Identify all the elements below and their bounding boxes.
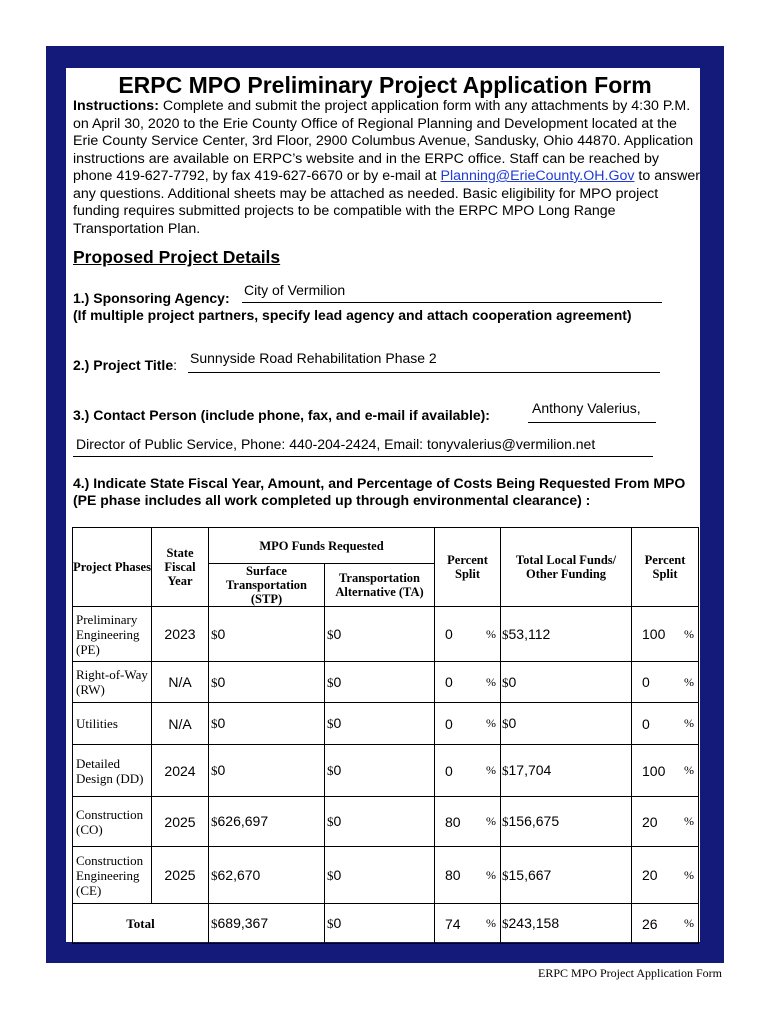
total-local-percent-cell[interactable]: 26 % <box>632 904 699 944</box>
phase-label: Construction (CO) <box>73 797 152 847</box>
ta-amount-cell[interactable]: $0 <box>325 797 435 847</box>
header-total-local-funds: Total Local Funds/ Other Funding <box>501 528 632 607</box>
q2-underline <box>188 372 660 373</box>
ta-amount-cell[interactable]: $0 <box>325 662 435 703</box>
dollar-sign: $ <box>502 763 509 778</box>
form-title: ERPC MPO Preliminary Project Application Form <box>118 72 652 98</box>
q3-label: 3.) Contact Person (include phone, fax, and e-mail if available): <box>73 407 490 423</box>
ta-amount-cell[interactable]: $0 <box>325 607 435 662</box>
mpo-percent-cell[interactable]: 0 % <box>435 745 501 797</box>
dollar-sign: $ <box>211 867 218 883</box>
table-row <box>73 797 699 847</box>
fiscal-year-cell[interactable]: 2024 <box>152 745 209 797</box>
stp-amount-cell[interactable]: $0 <box>209 745 325 797</box>
fiscal-year-cell[interactable]: 2025 <box>152 847 209 904</box>
q1-label: 1.) Sponsoring Agency: <box>73 290 230 306</box>
local-funds-cell[interactable]: $17,704 <box>501 745 632 797</box>
phase-label: Right-of-Way (RW) <box>73 662 152 703</box>
local-percent-cell[interactable]: 100 % <box>632 607 699 662</box>
ta-amount-cell[interactable]: $0 <box>325 703 435 745</box>
percent-sign: % <box>684 674 695 689</box>
dollar-sign: $ <box>327 916 334 931</box>
mpo-percent-cell[interactable]: 0 % <box>435 662 501 703</box>
dollar-sign: $ <box>327 814 334 829</box>
q3-underline-1 <box>528 422 656 423</box>
table-row <box>73 703 699 745</box>
table-row <box>73 745 699 797</box>
dollar-sign: $ <box>502 626 509 642</box>
percent-sign: % <box>684 763 695 777</box>
percent-sign: % <box>684 916 695 930</box>
q3-answer-line2[interactable]: Director of Public Service, Phone: 440-204-2424, Email: tonyvalerius@vermilion.net <box>76 436 596 452</box>
fiscal-year-cell[interactable]: 2025 <box>152 797 209 847</box>
header-mpo-funds: MPO Funds Requested <box>209 528 435 564</box>
dollar-sign: $ <box>502 814 509 829</box>
dollar-sign: $ <box>502 916 509 931</box>
table-row <box>73 607 699 662</box>
dollar-sign: $ <box>211 763 218 778</box>
mpo-percent-cell[interactable]: 0 % <box>435 703 501 745</box>
total-mpo-percent-cell[interactable]: 74 % <box>435 904 501 944</box>
local-funds-cell[interactable]: $53,112 <box>501 607 632 662</box>
percent-sign: % <box>486 916 497 930</box>
total-stp-cell[interactable]: $689,367 <box>209 904 325 944</box>
mpo-percent-cell[interactable]: 0 % <box>435 607 501 662</box>
local-funds-cell[interactable]: $0 <box>501 662 632 703</box>
local-percent-cell[interactable]: 0 % <box>632 662 699 703</box>
q2-answer[interactable]: Sunnyside Road Rehabilitation Phase 2 <box>190 350 437 366</box>
local-percent-cell[interactable]: 0 % <box>632 703 699 745</box>
dollar-sign: $ <box>327 674 334 690</box>
fiscal-year-cell[interactable]: N/A <box>152 662 209 703</box>
q1-underline <box>242 302 662 303</box>
stp-amount-cell[interactable]: $0 <box>209 607 325 662</box>
local-percent-cell[interactable]: 100 % <box>632 745 699 797</box>
funding-table <box>72 527 699 944</box>
header-state-fiscal-year: State Fiscal Year <box>152 528 209 607</box>
dollar-sign: $ <box>211 716 218 731</box>
header-percent-split-local: Percent Split <box>632 528 699 607</box>
header-ta: Transportation Alternative (TA) <box>325 564 435 607</box>
dollar-sign: $ <box>327 626 334 642</box>
percent-sign: % <box>684 626 695 641</box>
percent-sign: % <box>486 763 497 777</box>
ta-amount-cell[interactable]: $0 <box>325 847 435 904</box>
dollar-sign: $ <box>211 674 218 690</box>
total-label: Total <box>73 904 209 944</box>
header-percent-split-mpo: Percent Split <box>435 528 501 607</box>
local-funds-cell[interactable]: $15,667 <box>501 847 632 904</box>
fiscal-year-cell[interactable]: N/A <box>152 703 209 745</box>
dollar-sign: $ <box>327 763 334 778</box>
phase-label: Preliminary Engineering (PE) <box>73 607 152 662</box>
q1-note: (If multiple project partners, specify lead agency and attach cooperation agreement) <box>73 307 632 323</box>
footer-text: ERPC MPO Project Application Form <box>537 966 722 980</box>
mpo-percent-cell[interactable]: 80 % <box>435 797 501 847</box>
percent-sign: % <box>684 867 695 882</box>
total-ta-cell[interactable]: $0 <box>325 904 435 944</box>
percent-sign: % <box>486 867 497 882</box>
q4-label: 4.) Indicate State Fiscal Year, Amount, and Percentage of Costs Being Requested From MPO (PE phase includes all work completed up through environmental clearance) : <box>73 475 686 508</box>
instructions-text-1: Complete and submit the project application form with any attachments by 4:30 P.M. on April 30, 2020 to the Erie County Office of Regional Planning and Development located at the Erie County Service Center, 3rd Floor, 2900 Columbus Avenue, Sandusky, Ohio 44870. Application instructions are available on ERPC’s website and in the ERPC office. Staff can be reached by phone 419-627-7792, by fax 419-627-6670 or by e-mail at <box>73 98 694 184</box>
instructions-label: Instructions: <box>73 98 159 114</box>
dollar-sign: $ <box>327 867 334 883</box>
stp-amount-cell[interactable]: $0 <box>209 662 325 703</box>
header-stp: Surface Transportation (STP) <box>209 564 325 607</box>
local-funds-cell[interactable]: $156,675 <box>501 797 632 847</box>
stp-amount-cell[interactable]: $0 <box>209 703 325 745</box>
table-row <box>73 662 699 703</box>
q3-underline-2 <box>73 456 653 457</box>
phase-label: Construction Engineering (CE) <box>73 847 152 904</box>
ta-amount-cell[interactable]: $0 <box>325 745 435 797</box>
percent-sign: % <box>684 814 695 828</box>
phase-label: Utilities <box>73 703 152 745</box>
section-heading: Proposed Project Details <box>73 247 281 267</box>
percent-sign: % <box>486 716 497 730</box>
table-row <box>73 847 699 904</box>
local-funds-cell[interactable]: $0 <box>501 703 632 745</box>
dollar-sign: $ <box>211 814 218 829</box>
instructions <box>73 98 701 238</box>
q1-answer[interactable]: City of Vermilion <box>244 282 346 298</box>
dollar-sign: $ <box>211 916 218 931</box>
instructions-text-2: to answer any questions. Additional sheets may be attached as needed. Basic eligibility for MPO project funding requires submitted projects to be compatible with the ERPC MPO Long Range Transportation Plan. <box>73 168 700 237</box>
total-row <box>73 904 699 944</box>
percent-sign: % <box>486 626 497 641</box>
dollar-sign: $ <box>327 716 334 731</box>
stp-amount-cell[interactable]: $626,697 <box>209 797 325 847</box>
dollar-sign: $ <box>502 674 509 690</box>
mpo-percent-cell[interactable]: 80 % <box>435 847 501 904</box>
q2-label: 2.) Project Title: <box>73 357 177 373</box>
dollar-sign: $ <box>502 716 509 731</box>
percent-sign: % <box>486 814 497 828</box>
fiscal-year-cell[interactable]: 2023 <box>152 607 209 662</box>
email-link[interactable]: Planning@ErieCounty.OH.Gov <box>440 168 635 184</box>
q3-answer-line1[interactable]: Anthony Valerius, <box>532 400 641 416</box>
percent-sign: % <box>684 716 695 730</box>
header-project-phases: Project Phases <box>73 528 152 607</box>
local-percent-cell[interactable]: 20 % <box>632 797 699 847</box>
dollar-sign: $ <box>502 867 509 883</box>
total-local-funds-cell[interactable]: $243,158 <box>501 904 632 944</box>
stp-amount-cell[interactable]: $62,670 <box>209 847 325 904</box>
percent-sign: % <box>486 674 497 689</box>
dollar-sign: $ <box>211 626 218 642</box>
phase-label: Detailed Design (DD) <box>73 745 152 797</box>
local-percent-cell[interactable]: 20 % <box>632 847 699 904</box>
